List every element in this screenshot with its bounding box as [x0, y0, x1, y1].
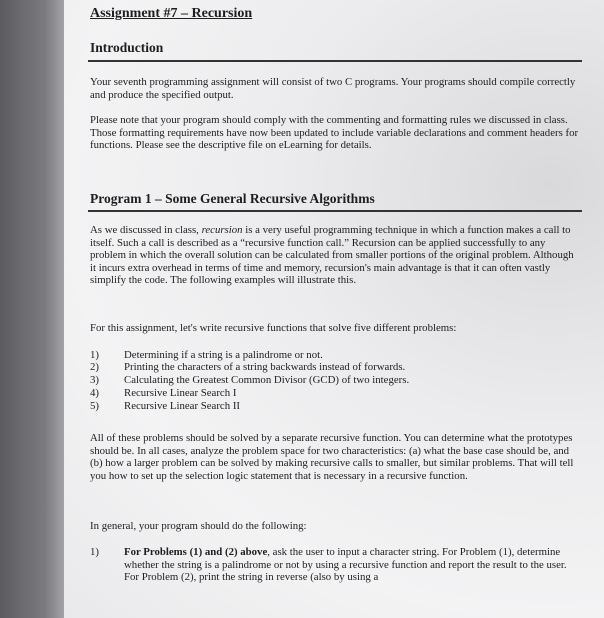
- program1-paragraph-3: All of these problems should be solved by a separate recursive function. You can determine what the prototypes should be. In all cases, analyze the problem space for two characteristics: (a) what the base case should be, and (b) how a larger problem can be solved by making recursive calls to smaller, but similar problems. That will tell you how to set up the selection logic statement that is necessary in a recursive function.: [90, 432, 574, 482]
- list-item: Determining if a string is a palindrome or not.: [124, 349, 323, 361]
- program1-paragraph-2: For this assignment, let's write recursive functions that solve five different problems:: [90, 322, 457, 334]
- list-item-number: 5): [90, 400, 99, 412]
- recursion-term: recursion: [201, 224, 243, 236]
- program1-paragraph-4: In general, your program should do the following:: [90, 520, 307, 532]
- monitor-edge: [0, 0, 64, 618]
- list-item: Recursive Linear Search II: [124, 400, 241, 412]
- document-title: Assignment #7 – Recursion: [90, 6, 253, 21]
- step-number: 1): [90, 546, 99, 558]
- p1-lead: As we discussed in class,: [90, 224, 202, 236]
- intro-rule: [88, 60, 582, 62]
- list-item: Printing the characters of a string backwards instead of forwards.: [124, 361, 406, 373]
- step-1-bold: For Problems (1) and (2) above: [124, 546, 268, 558]
- list-item: Calculating the Greatest Common Divisor (GCD) of two integers.: [124, 374, 410, 386]
- p1-rest: is a very useful programming technique in which a function makes a call to itself. Such a call is described as a “recursive function call.” Recursion can be applied successfully to any problem in which the overall solution can be calculated from smaller portions of the original problem. Although it incurs extra overhead in terms of time and memory, recursion's main advantage is that it can often vastly simplify the code. The following examples will illustrate this.: [90, 224, 574, 287]
- list-item-number: 4): [90, 387, 99, 399]
- program1-heading: Program 1 – Some General Recursive Algorithms: [90, 191, 375, 206]
- intro-paragraph-1: Your seventh programming assignment will consist of two C programs. Your programs should compile correctly and produce the specified output.: [90, 76, 576, 101]
- step-1-text: [124, 546, 582, 584]
- intro-heading: Introduction: [90, 40, 164, 55]
- list-item: Recursive Linear Search I: [124, 387, 237, 399]
- list-item-number: 2): [90, 361, 99, 373]
- document-page: [64, 0, 604, 618]
- list-item-number: 3): [90, 374, 99, 386]
- intro-paragraph-2: Please note that your program should comply with the commenting and formatting rules we discussed in class. Those formatting requirements have now been updated to include variable declarations and comment headers for functions. Please see the descriptive file on eLearning for details.: [90, 114, 579, 152]
- program1-paragraph-1: [90, 224, 582, 287]
- program1-rule: [88, 210, 582, 212]
- list-item-number: 1): [90, 349, 99, 361]
- step-1-rest: , ask the user to input a character string. For Problem (1), determine whether the string is a palindrome or not by using a recursive function and report the result to the user. For Problem (2), print the string in reverse (also by using a: [124, 546, 567, 584]
